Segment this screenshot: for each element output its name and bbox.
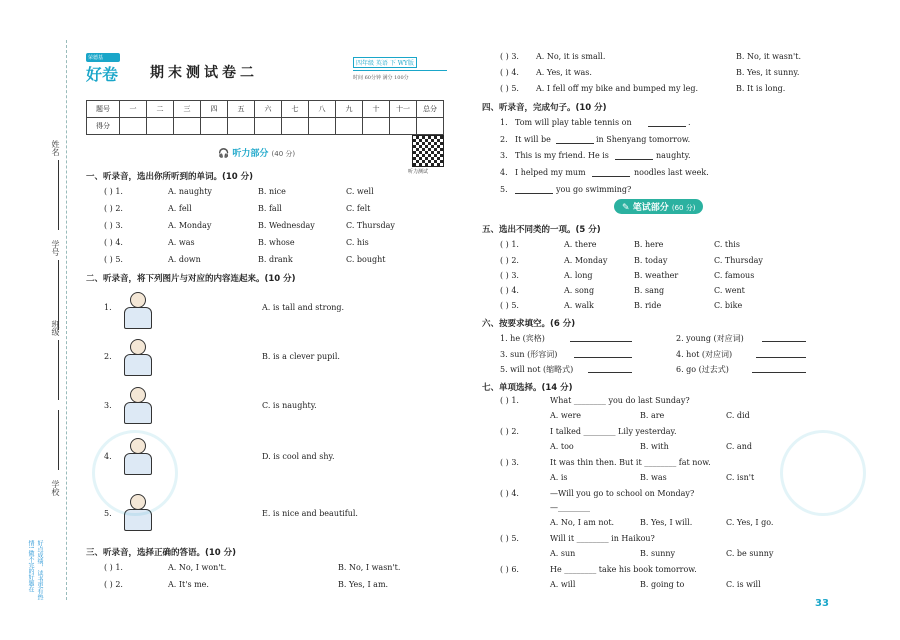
match-option: B. is a clever pupil. (262, 352, 340, 361)
item-number: 1. (500, 118, 508, 127)
option-b: B. No, I wasn't. (338, 563, 401, 572)
answer-blank[interactable]: ( ) 4. (500, 286, 519, 295)
option-b: B. It is long. (736, 84, 786, 93)
item-prompt: 6. go (过去式) (676, 365, 729, 374)
match-option: E. is nice and beautiful. (262, 509, 358, 518)
boy-with-cap-picture (118, 337, 156, 377)
question-text: It was thin then. But it ________ fat now. (550, 458, 711, 467)
answer-blank[interactable]: ( ) 4. (500, 68, 519, 77)
writing-points: (60 分) (671, 204, 696, 212)
score-input[interactable] (336, 118, 363, 135)
sentence-start: I helped my mum (515, 168, 586, 177)
answer-blank[interactable]: ( ) 2. (500, 427, 519, 436)
option-b: B. weather (634, 271, 679, 280)
sentence-start: Tom will play table tennis on (515, 118, 632, 127)
option-b: B. with (640, 442, 669, 451)
picture-number: 1. (104, 303, 112, 312)
option-a: A. there (564, 240, 597, 249)
item-number: 3. (500, 151, 508, 160)
option-a: A. Yes, it was. (536, 68, 592, 77)
score-cell: 六 (255, 101, 282, 118)
option-c: C. went (714, 286, 745, 295)
fill-blank[interactable] (515, 193, 553, 194)
option-c: C. Thursday (714, 256, 763, 265)
option-b: B. nice (258, 187, 286, 196)
fill-blank[interactable] (556, 143, 594, 144)
option-b: B. sunny (640, 549, 676, 558)
option-b: B. are (640, 411, 665, 420)
score-cell: 七 (282, 101, 309, 118)
item-number: 5. (500, 185, 508, 194)
q1-heading: 一、听录音，选出你所听到的单词。(10 分) (86, 172, 254, 182)
exam-title: 期末测试卷二 (150, 65, 258, 81)
head-shape (130, 292, 146, 308)
sentence-end: . (688, 118, 691, 127)
binding-margin (0, 0, 80, 640)
sentence-start: This is my friend. He is (515, 151, 609, 160)
option-a: A. fell (168, 204, 192, 213)
option-b: B. today (634, 256, 668, 265)
watermark-logo (92, 430, 178, 516)
option-c: C. is will (726, 580, 761, 589)
question-text: I talked ________ Lily yesterday. (550, 427, 677, 436)
score-input[interactable] (309, 118, 336, 135)
boy-at-computer-picture (118, 290, 156, 330)
picture-number: 4. (104, 452, 112, 461)
answer-blank[interactable]: ( ) 1. (104, 187, 123, 196)
listening-banner (218, 146, 295, 159)
sentence-end: noodles last week. (634, 168, 709, 177)
school-line (58, 410, 59, 470)
option-a: A. song (564, 286, 595, 295)
option-a: A. naughty (168, 187, 212, 196)
score-input[interactable] (120, 118, 147, 135)
option-c: C. bike (714, 301, 743, 310)
fill-blank[interactable] (615, 159, 653, 160)
cut-line (66, 40, 67, 600)
score-input[interactable] (282, 118, 309, 135)
match-option: A. is tall and strong. (262, 303, 345, 312)
option-c: C. well (346, 187, 374, 196)
picture-number: 5. (104, 509, 112, 518)
fill-blank[interactable] (762, 341, 806, 342)
score-cell: 四 (201, 101, 228, 118)
girl-pointing-picture (118, 385, 156, 425)
answer-blank[interactable]: ( ) 2. (104, 204, 123, 213)
option-a: A. is (550, 473, 568, 482)
option-a: A. sun (550, 549, 576, 558)
sentence-end: you go swimming? (556, 185, 632, 194)
answer-blank[interactable]: ( ) 4. (104, 238, 123, 247)
option-a: A. It's me. (168, 580, 209, 589)
score-cell: 题号 (87, 101, 120, 118)
answer-blank[interactable]: ( ) 2. (500, 256, 519, 265)
score-cell: 五 (228, 101, 255, 118)
score-input[interactable] (228, 118, 255, 135)
score-cell: 十一 (390, 101, 417, 118)
question-text: —Will you go to school on Monday? (550, 489, 695, 498)
score-input[interactable] (174, 118, 201, 135)
answer-blank[interactable]: ( ) 3. (500, 271, 519, 280)
option-b: B. whose (258, 238, 295, 247)
head-shape (130, 387, 146, 403)
pencil-icon: ✎ (622, 203, 630, 213)
option-b: B. Yes, it sunny. (736, 68, 800, 77)
option-c: C. this (714, 240, 740, 249)
score-cell: 九 (336, 101, 363, 118)
score-table-header-row (87, 101, 444, 118)
score-cell: 三 (174, 101, 201, 118)
answer-blank[interactable]: ( ) 5. (104, 255, 123, 264)
brand-mark: 好卷 (86, 65, 119, 84)
score-table (86, 100, 444, 135)
score-input[interactable] (147, 118, 174, 135)
option-b: B. Yes, I will. (640, 518, 693, 527)
listening-title: 听力部分 (232, 149, 269, 159)
head-shape (130, 339, 146, 355)
sentence-start: It will be (515, 135, 551, 144)
option-a: A. I fell off my bike and bumped my leg. (536, 84, 698, 93)
score-cell: 十 (363, 101, 390, 118)
qr-code-icon[interactable] (412, 135, 444, 167)
fill-blank[interactable] (592, 176, 630, 177)
option-b: B. fall (258, 204, 282, 213)
picture-number: 2. (104, 352, 112, 361)
score-cell: 得分 (87, 118, 120, 135)
score-cell: 一 (120, 101, 147, 118)
picture-number: 3. (104, 401, 112, 410)
option-b: B. ride (634, 301, 662, 310)
body-shape (124, 307, 152, 329)
body-shape (124, 402, 152, 424)
q7-heading: 七、单项选择。(14 分) (482, 383, 573, 393)
option-a: A. No, I am not. (550, 518, 615, 527)
option-c: C. isn't (726, 473, 755, 482)
class-label: 班级 (51, 320, 60, 336)
option-c: C. Yes, I go. (726, 518, 774, 527)
fill-blank[interactable] (752, 372, 806, 373)
item-prompt: 5. will not (缩略式) (500, 365, 574, 374)
answer-blank[interactable]: ( ) 2. (104, 580, 123, 589)
writing-banner (614, 199, 703, 214)
option-b: B. going to (640, 580, 685, 589)
fill-blank[interactable] (588, 372, 632, 373)
exam-meta (353, 57, 447, 81)
fill-blank[interactable] (648, 126, 686, 127)
watermark-logo (780, 430, 866, 516)
answer-blank[interactable]: ( ) 3. (500, 52, 519, 61)
option-a: A. Monday (168, 221, 212, 230)
option-a: A. was (168, 238, 195, 247)
q2-heading: 二、听录音，将下列图片与对应的内容连起来。(10 分) (86, 274, 296, 284)
option-b: B. was (640, 473, 667, 482)
item-prompt: 2. young (对应词) (676, 334, 744, 343)
id-label: 学号 (51, 240, 60, 256)
q6-heading: 六、按要求填空。(6 分) (482, 319, 576, 329)
score-cell: 二 (147, 101, 174, 118)
answer-blank[interactable]: ( ) 3. (104, 221, 123, 230)
option-a: A. long (564, 271, 593, 280)
brand-tag: 荣德基 (86, 53, 120, 62)
match-option: D. is cool and shy. (262, 452, 335, 461)
promo-bubble (26, 540, 74, 604)
score-input[interactable] (417, 118, 444, 135)
sentence-end: naughty. (656, 151, 691, 160)
option-a: A. Monday (564, 256, 608, 265)
score-cell: 八 (309, 101, 336, 118)
option-a: A. No, it is small. (536, 52, 606, 61)
option-a: A. too (550, 442, 574, 451)
option-c: C. be sunny (726, 549, 774, 558)
item-number: 4. (500, 168, 508, 177)
question-text: Will it ________ in Haikou? (550, 534, 655, 543)
q3-heading: 三、听录音，选择正确的答语。(10 分) (86, 548, 237, 558)
promo-text: 好点成绩，读书更有热情! 做不完的好题在 (27, 540, 43, 600)
q4-heading: 四、听录音，完成句子。(10 分) (482, 103, 607, 113)
meta-rule (353, 70, 447, 71)
match-option: C. is naughty. (262, 401, 317, 410)
q5-heading: 五、选出不同类的一项。(5 分) (482, 225, 601, 235)
grade-badge: 四年级 英语 下 WY版 (353, 57, 417, 68)
question-text: What ________ you do last Sunday? (550, 396, 690, 405)
answer-blank[interactable]: ( ) 1. (500, 240, 519, 249)
fill-blank[interactable] (756, 357, 806, 358)
option-c: C. and (726, 442, 752, 451)
name-label: 姓名 (51, 140, 60, 156)
fill-blank[interactable] (570, 341, 632, 342)
body-shape (124, 354, 152, 376)
score-cell: 总分 (417, 101, 444, 118)
score-table-score-row (87, 118, 444, 135)
answer-blank[interactable]: ( ) 3. (500, 458, 519, 467)
fill-blank[interactable] (574, 357, 632, 358)
brand-logo (86, 53, 120, 83)
score-input[interactable] (255, 118, 282, 135)
answer-blank[interactable]: ( ) 5. (500, 534, 519, 543)
answer-blank[interactable]: ( ) 5. (500, 84, 519, 93)
option-a: A. down (168, 255, 201, 264)
name-line (58, 160, 59, 230)
class-line (58, 340, 59, 400)
answer-blank[interactable]: ( ) 5. (500, 301, 519, 310)
option-c: C. bought (346, 255, 386, 264)
answer-blank[interactable]: ( ) 4. (500, 489, 519, 498)
option-b: B. Yes, I am. (338, 580, 389, 589)
item-prompt: 4. hot (对应词) (676, 350, 733, 359)
option-b: B. Wednesday (258, 221, 315, 230)
item-number: 2. (500, 135, 508, 144)
headphones-icon: 🎧 (218, 149, 230, 159)
answer-blank[interactable]: ( ) 1. (500, 396, 519, 405)
option-c: C. felt (346, 204, 371, 213)
option-b: B. drank (258, 255, 293, 264)
option-a: A. walk (564, 301, 594, 310)
option-b: B. No, it wasn't. (736, 52, 802, 61)
school-label: 学校 (51, 480, 60, 496)
option-c: C. did (726, 411, 750, 420)
listening-points: (40 分) (271, 150, 296, 158)
option-a: A. were (550, 411, 582, 420)
option-a: A. No, I won't. (168, 563, 227, 572)
dialogue-blank: —________ (550, 503, 590, 512)
option-c: C. famous (714, 271, 755, 280)
item-prompt: 1. he (宾格) (500, 334, 545, 343)
option-a: A. will (550, 580, 576, 589)
score-input[interactable] (363, 118, 390, 135)
item-prompt: 3. sun (形容词) (500, 350, 558, 359)
page-number: 33 (815, 598, 829, 609)
option-c: C. Thursday (346, 221, 395, 230)
exam-info: 时间 60分钟 满分 100分 (353, 75, 409, 81)
option-c: C. his (346, 238, 369, 247)
answer-blank[interactable]: ( ) 1. (104, 563, 123, 572)
answer-blank[interactable]: ( ) 6. (500, 565, 519, 574)
writing-title: 笔试部分 (632, 203, 669, 213)
qr-label: 听力测试 (408, 169, 429, 175)
question-text: He ________ take his book tomorrow. (550, 565, 697, 574)
option-b: B. sang (634, 286, 665, 295)
sentence-end: in Shenyang tomorrow. (596, 135, 691, 144)
option-b: B. here (634, 240, 664, 249)
score-input[interactable] (390, 118, 417, 135)
score-input[interactable] (201, 118, 228, 135)
